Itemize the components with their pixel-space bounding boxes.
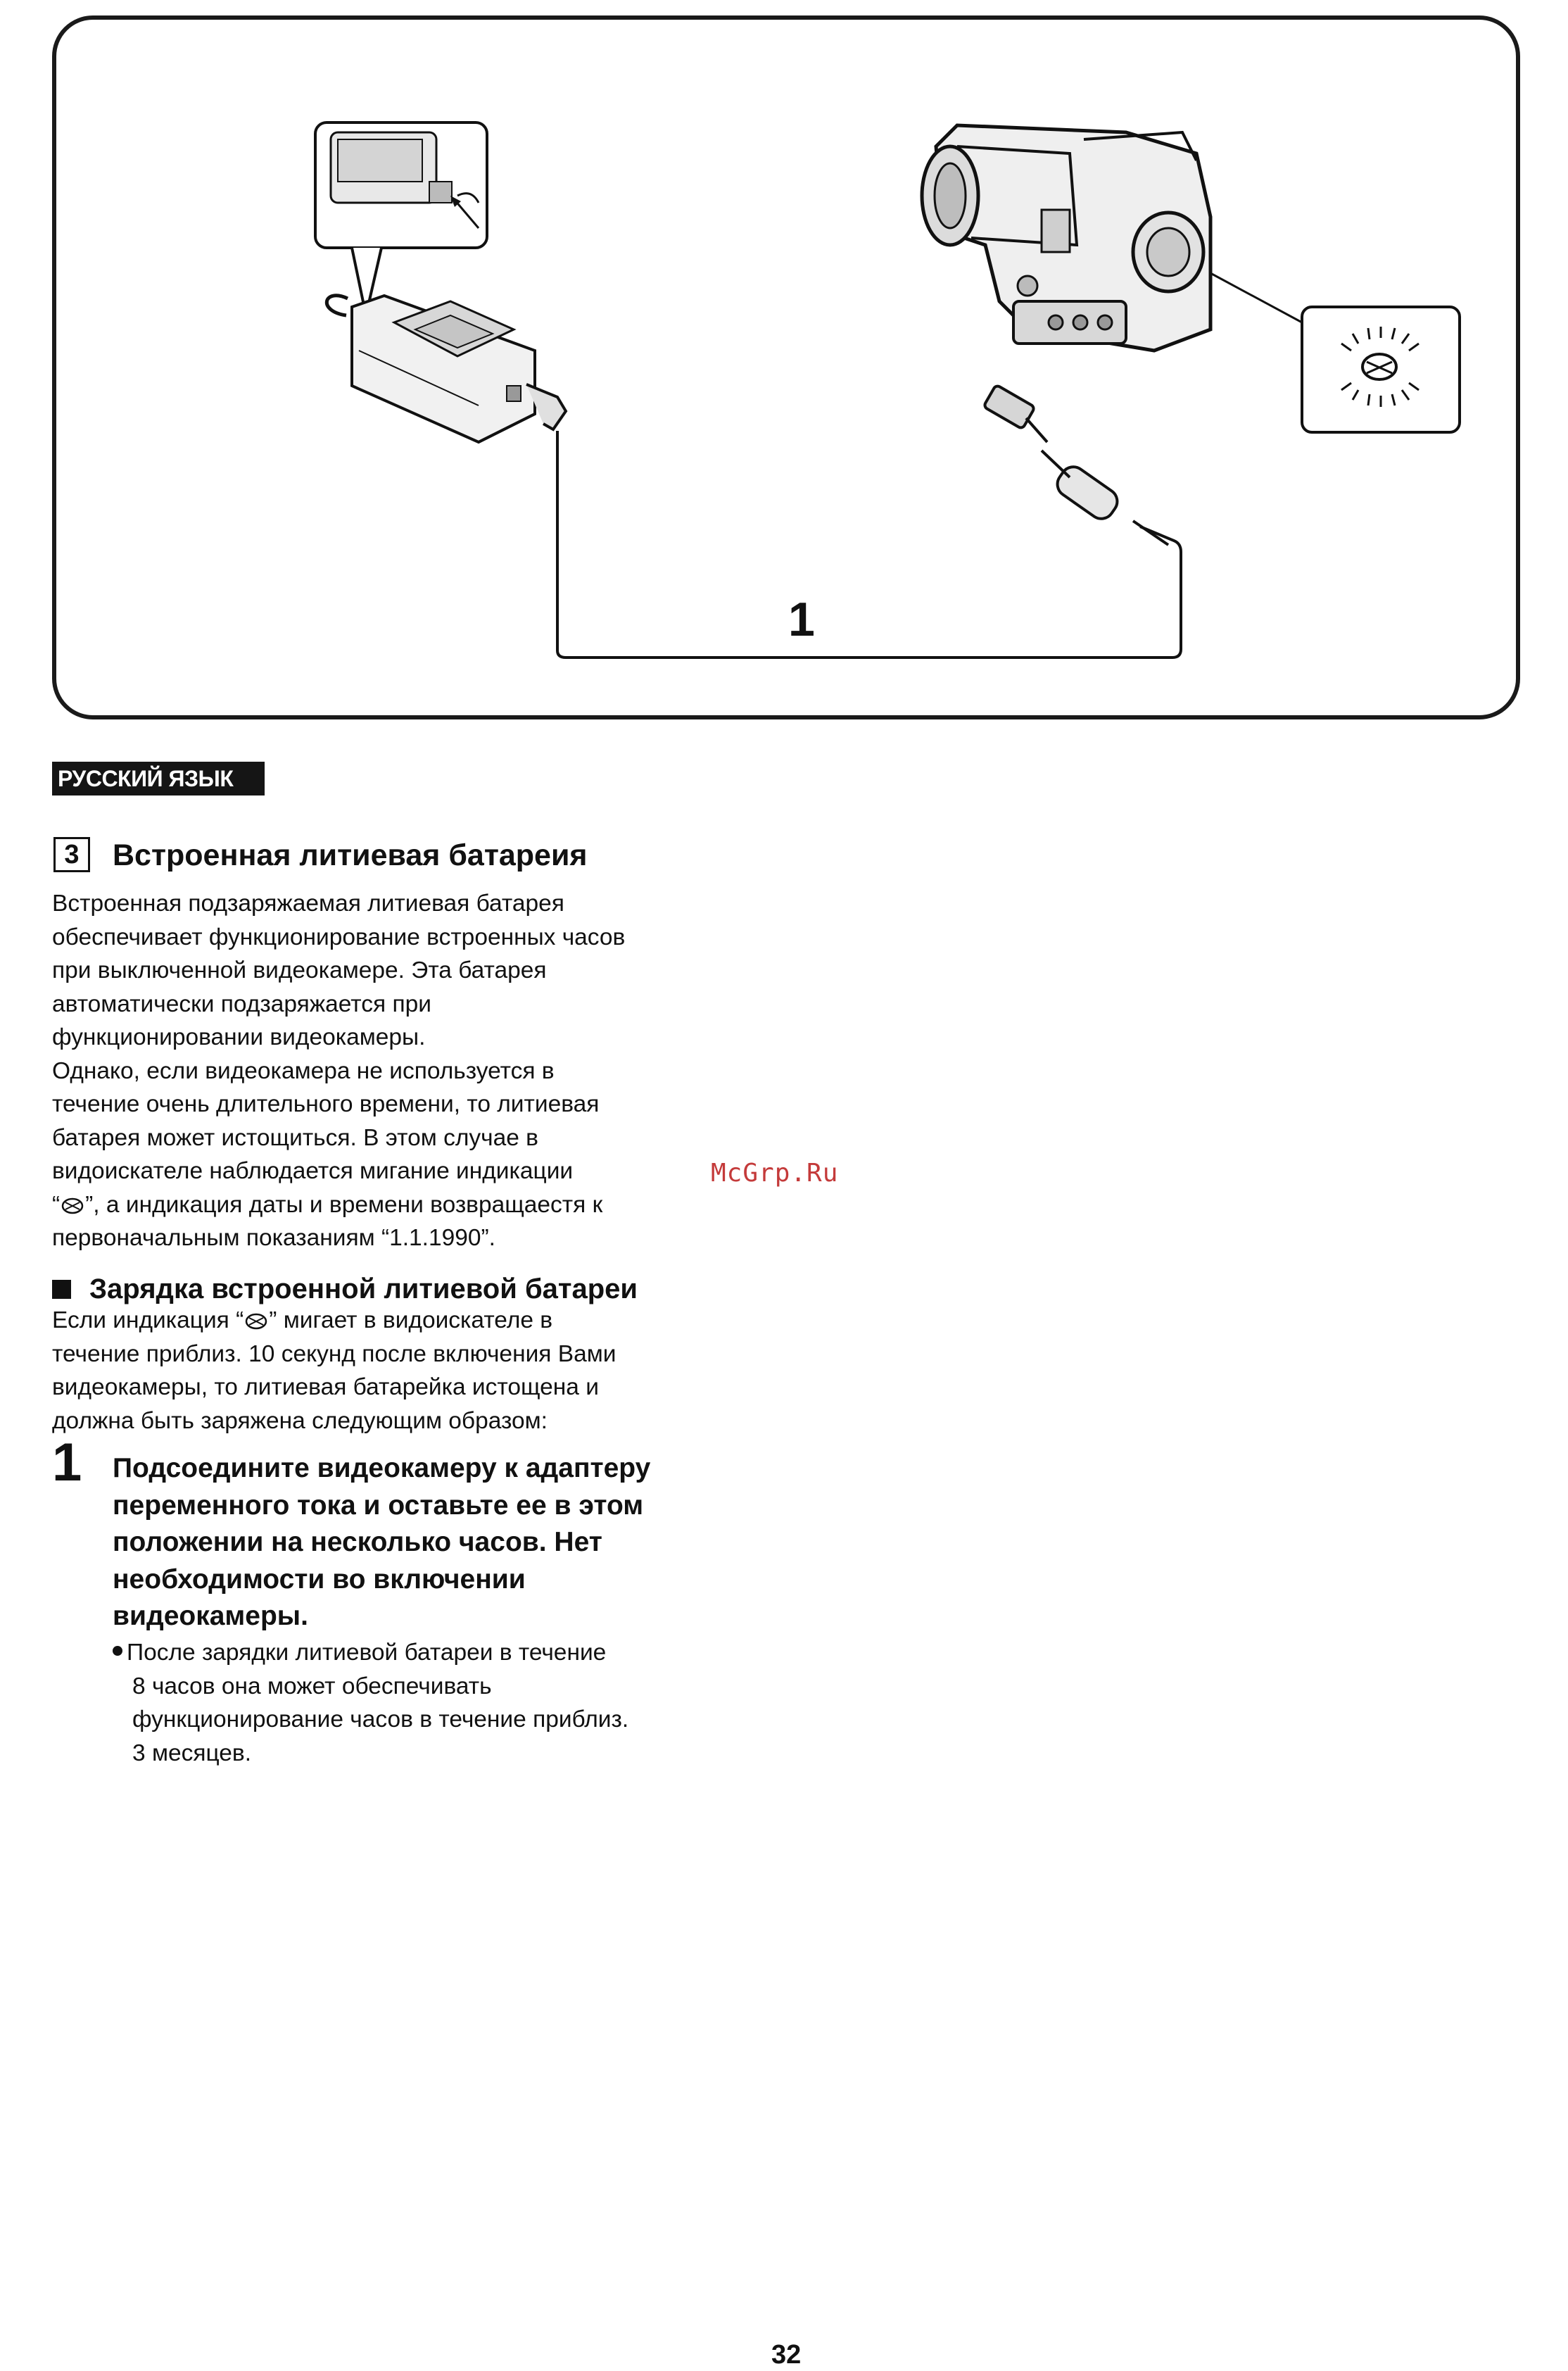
- charging-line: видеокамеры, то литиевая батарейка истощена и: [52, 1374, 599, 1400]
- step-line: видеокамеры.: [113, 1601, 308, 1631]
- intro-line: обеспечивает функционирование встроенных часов: [52, 924, 626, 950]
- language-tab-label: РУССКИЙ ЯЗЫК: [58, 765, 234, 791]
- note-line: 8 часов она может обеспечивать: [132, 1673, 492, 1699]
- step-instruction: [113, 1450, 746, 1635]
- ac-adapter-icon: [327, 296, 566, 442]
- note-line-text: После зарядки литиевой батареи в течение: [127, 1640, 607, 1666]
- intro-line-with-icon: [52, 1188, 728, 1222]
- step-number: 1: [52, 1433, 82, 1492]
- intro-line: функционировании видеокамеры.: [52, 1024, 426, 1050]
- bullet-dot-icon: [113, 1646, 122, 1656]
- intro-line: батарея может истощиться. В этом случае в: [52, 1124, 538, 1151]
- watermark: McGrp.Ru: [711, 1159, 839, 1188]
- charging-line: течение приблиз. 10 секунд после включения Вами: [52, 1340, 617, 1367]
- step-note: [113, 1636, 746, 1770]
- step-line: необходимости во включении: [113, 1564, 526, 1595]
- quote-open: “: [52, 1191, 61, 1218]
- intro-line: течение очень длительного времени, то литиевая: [52, 1091, 600, 1117]
- charging-paragraph: [52, 1304, 728, 1438]
- viewfinder-indicator-inset: [1302, 307, 1460, 432]
- dc-cable: [557, 431, 1181, 658]
- square-bullet-icon: [52, 1280, 71, 1299]
- battery-indicator-icon: [244, 1312, 269, 1331]
- section-number-box: 3: [53, 837, 90, 872]
- note-line: 3 месяцев.: [132, 1740, 252, 1766]
- intro-line: первоначальным показаниям “1.1.1990”.: [52, 1225, 495, 1251]
- intro-line: при выключенной видеокамере. Эта батарея: [52, 957, 547, 983]
- step-line: Подсоедините видеокамеру к адаптеру: [113, 1453, 651, 1483]
- charging-line-start: Если индикация “: [52, 1307, 244, 1333]
- page-number: 32: [771, 2340, 802, 2370]
- language-tab: [52, 762, 259, 795]
- charging-heading-text: Зарядка встроенной литиевой батареи: [89, 1273, 638, 1304]
- intro-line: Встроенная подзаряжаемая литиевая батарея: [52, 891, 564, 917]
- note-line: функционирование часов в течение приблиз.: [132, 1706, 629, 1732]
- camera-plug-icon: [983, 384, 1168, 545]
- adapter-detail-inset: [315, 122, 487, 315]
- intro-line: Однако, если видеокамера не используется в: [52, 1057, 555, 1084]
- charging-line: должна быть заряжена следующим образом:: [52, 1407, 548, 1434]
- note-line: [113, 1636, 746, 1670]
- charging-heading: [52, 1271, 638, 1307]
- camcorder-icon: [922, 125, 1302, 351]
- illustration-frame: [52, 15, 1520, 719]
- intro-line: видоискателе наблюдается мигание индикации: [52, 1158, 574, 1184]
- step-line: положении на несколько часов. Нет: [113, 1527, 602, 1557]
- battery-indicator-icon: [60, 1197, 85, 1215]
- charging-line-end: ” мигает в видоискателе в: [269, 1307, 553, 1333]
- section-title: Встроенная литиевая батареия: [113, 838, 588, 872]
- step-line: переменного тока и оставьте ее в этом: [113, 1490, 644, 1521]
- intro-line-rest: ”, а индикация даты и времени возвращаестя к: [85, 1191, 603, 1218]
- intro-paragraph: [52, 887, 728, 1255]
- charging-line-with-icon: [52, 1304, 728, 1338]
- intro-line: автоматически подзаряжается при: [52, 990, 431, 1017]
- cable-label: 1: [788, 593, 815, 646]
